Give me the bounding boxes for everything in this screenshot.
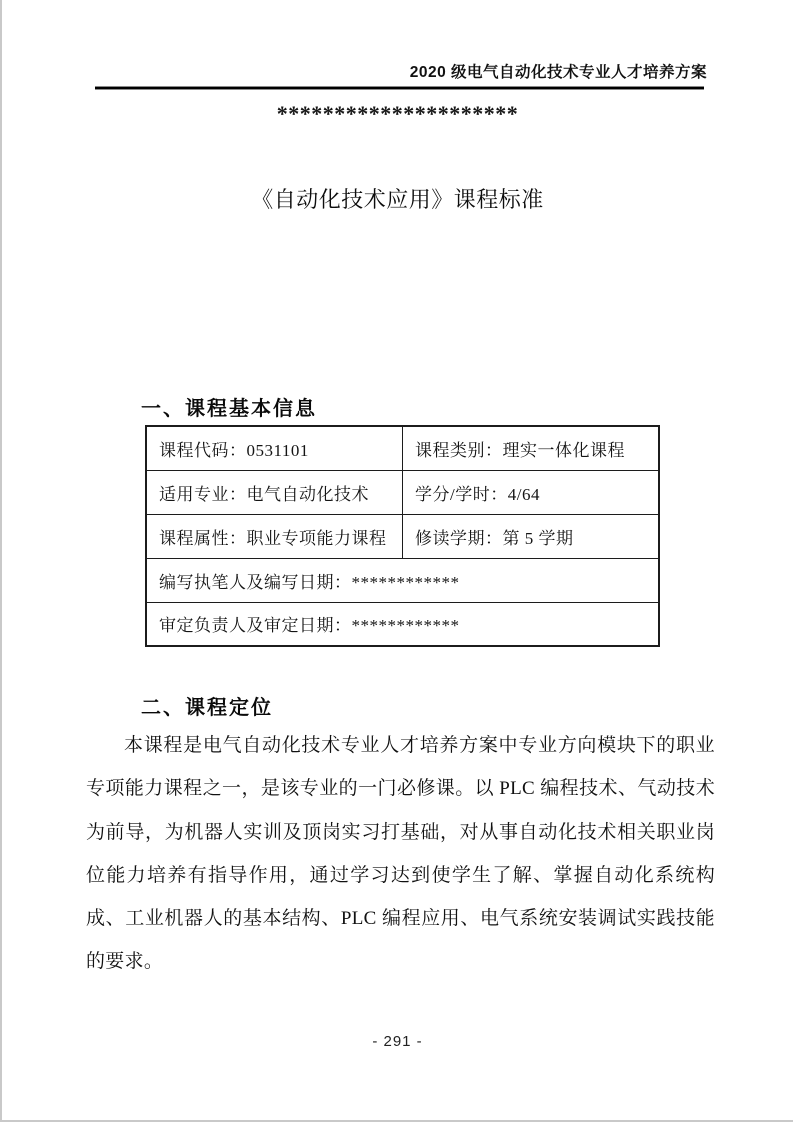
table-row (146, 558, 659, 602)
table-row (146, 426, 659, 470)
table-cell-study-semester: 修读学期：第 5 学期 (403, 514, 660, 558)
document-title: 《自动化技术应用》课程标准 (251, 187, 544, 212)
table-cell-course-category: 课程类别：理实一体化课程 (403, 426, 660, 470)
table-row (146, 470, 659, 514)
table-row (146, 602, 659, 646)
table-cell-course-code: 课程代码：0531101 (146, 426, 403, 470)
table-cell-credits-hours: 学分/学时：4/64 (403, 470, 660, 514)
table-cell-applicable-major: 适用专业：电气自动化技术 (146, 470, 403, 514)
page-number: - 291 - (372, 1033, 423, 1050)
section-heading-course-positioning: 二、课程定位 (141, 697, 273, 719)
course-info-table (145, 425, 660, 647)
table-cell-course-attribute: 课程属性：职业专项能力课程 (146, 514, 403, 558)
page-header-title: 2020 级电气自动化技术专业人才培养方案 (409, 64, 707, 81)
asterisk-separator-line: ********************* (276, 101, 519, 126)
course-positioning-paragraph: 本课程是电气自动化技术专业人才培养方案中专业方向模块下的职业专项能力课程之一，是该专业的一门必修课。以 PLC 编程技术、气动技术为前导，为机器人实训及顶岗实习打基础，对从事自动化技术相关职业岗位能力培养有指导作用，通过学习达到使学生了解、掌握自动化系统构成、工业机器人的基本结构、PLC 编程应用、电气系统安装调试实践技能的要求。 (86, 735, 715, 973)
table-cell-author-date: 编写执笔人及编写日期：************ (146, 558, 659, 602)
section-heading-course-basic-info: 一、课程基本信息 (141, 398, 317, 420)
table-cell-reviewer-date: 审定负责人及审定日期：************ (146, 602, 659, 646)
table-row (146, 514, 659, 558)
header-double-rule (95, 86, 704, 90)
